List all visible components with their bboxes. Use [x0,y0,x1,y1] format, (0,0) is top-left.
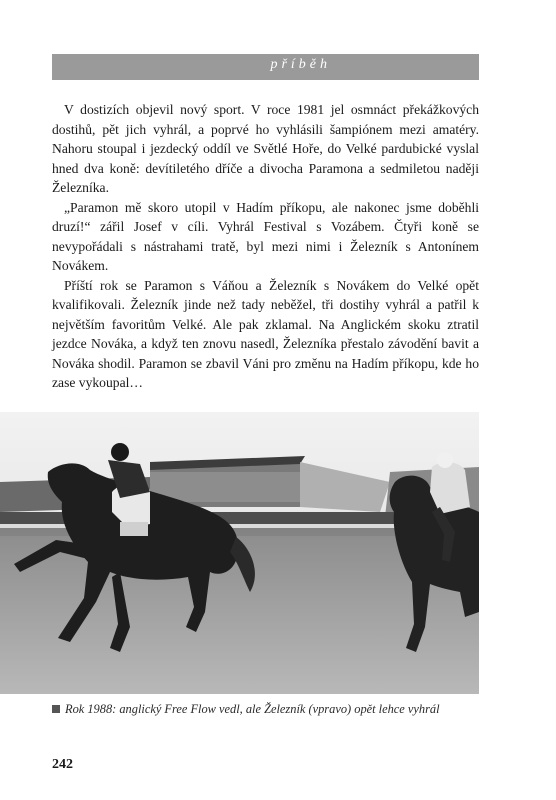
caption-text: Rok 1988: anglický Free Flow vedl, ale Železník (vpravo) opět lehce vyhrál [65,702,440,716]
paragraph: „Paramon mě skoro utopil v Hadím příkopu, ale nakonec jsme doběhli druzí!“ zářil Josef v cíli. Vyhrál Festival s Vozábem. Čtyři koně se nevypořádali s nástrahami tratě, byl mezi nimi i Železník s Antonínem Novákem. [52,199,479,273]
caption-square-icon [52,705,60,713]
article-body [52,100,479,393]
race-photo [0,412,479,694]
page-number: 242 [52,757,73,772]
paragraph: V dostizích objevil nový sport. V roce 1981 jel osmnáct překážkových dostihů, pět jich vyhrál, a poprvé ho vyhlásili šampiónem mezi amatéry. Nahoru stoupal i jezdecký oddíl ve Světlé Hoře, do Velké pardubické vyslal hned dva koně: devítiletého dříče a divocha Paramona a sedmiletou naději Železníka. [52,102,479,195]
section-title: příběh [270,57,331,72]
figure-caption [52,702,479,717]
section-header-band [52,54,479,80]
paragraph: Příští rok se Paramon s Váňou a Železník s Novákem do Velké opět kvalifikovali. Železník jinde než tady neběžel, tři dostihy vyhrál a patřil k největším favoritům Velké. Ale pak zklamal. Na Anglickém skoku ztratil jezdce Nováka, a když ten znovu nasedl, Železníka přestalo závodění bavit a Nováka shodil. Paramon se zbavil Váni pro změnu na Hadím příkopu, kde ho zase vykoupal… [52,277,479,390]
